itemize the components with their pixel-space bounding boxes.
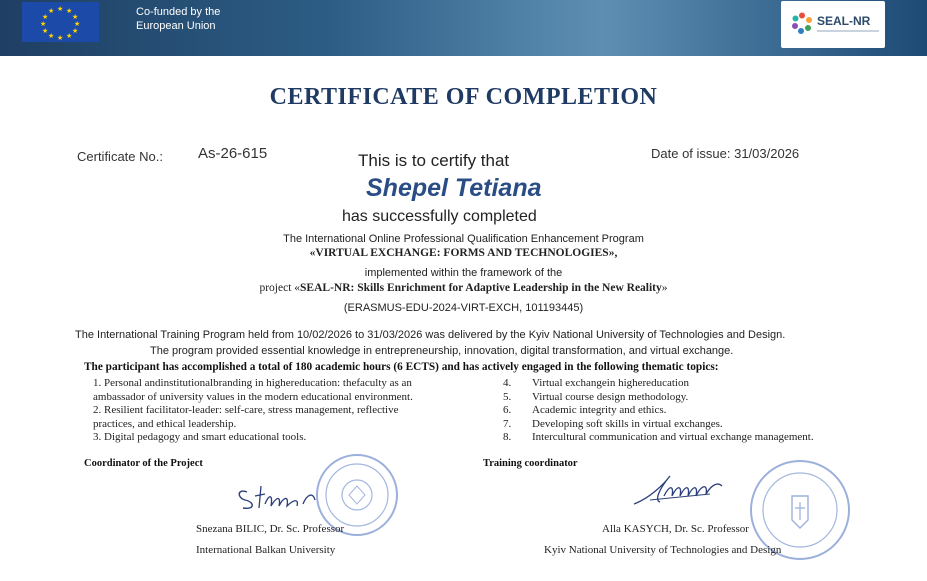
seal-nr-logo-icon: [791, 12, 813, 34]
topic-item: [503, 391, 814, 405]
topic-item: [503, 404, 814, 418]
seal-nr-logo: [781, 1, 885, 48]
topic-item: ambassador of university values in the modern educational environment.: [93, 390, 413, 403]
topic-item: [503, 418, 814, 432]
right-signature-role: Training coordinator: [483, 458, 578, 469]
completed-text: has successfully completed: [342, 208, 537, 225]
hours-line: The participant has accomplished a total of 180 academic hours (6 ECTS) and has actively engaged in the following thematic topics:: [84, 361, 719, 373]
certificate-number-label: Certificate No.:: [77, 149, 163, 164]
program-name-row: [0, 247, 927, 259]
certify-text: This is to certify that: [358, 151, 510, 170]
recipient-name: Shepel Tetiana: [366, 174, 542, 202]
topic-number: 7.: [503, 417, 512, 430]
topic-item: [503, 431, 814, 445]
topic-item: 3. Digital pedagogy and smart educational tools.: [93, 431, 307, 443]
certificate-number-value: As-26-615: [198, 145, 268, 162]
cofunded-line-1: Co-funded by the: [136, 6, 221, 18]
project-prefix: project «: [259, 282, 301, 294]
held-line: The International Training Program held from 10/02/2026 to 31/03/2026 was delivered by the Kyiv National University of Technologies and Design.: [75, 329, 786, 341]
seal-nr-tagline: [817, 30, 879, 32]
framework-line: implemented within the framework of the: [364, 267, 563, 279]
topics-left-list: [93, 377, 413, 445]
program-name: «VIRTUAL EXCHANGE: FORMS AND TECHNOLOGIES»: [309, 247, 615, 259]
topic-item: [503, 377, 814, 391]
cofunded-text: [136, 5, 220, 33]
topic-text: Intercultural communication and virtual exchange management.: [532, 431, 814, 443]
topics-right-list: [503, 377, 814, 445]
left-signature-role: Coordinator of the Project: [84, 458, 203, 469]
topic-item: 1. Personal andinstitutionalbranding in highereducation: thefaculty as an: [93, 377, 412, 389]
certificate-title: CERTIFICATE OF COMPLETION: [269, 84, 658, 110]
cofunded-line-2: European Union: [136, 20, 216, 32]
signature-left: [233, 474, 323, 514]
topic-text: Virtual exchangein highereducation: [532, 377, 689, 389]
program-line: The International Online Professional Qualification Enhancement Program: [283, 233, 644, 245]
left-signatory-organization: International Balkan University: [196, 544, 336, 556]
topic-number: 6.: [503, 404, 512, 416]
date-of-issue: Date of issue: 31/03/2026: [651, 146, 800, 161]
topic-item: 2. Resilient facilitator-leader: self-care, stress management, reflective: [93, 404, 399, 416]
header-banner: [0, 0, 927, 56]
right-signatory-name: Alla KASYCH, Dr. Sc. Professor: [602, 523, 749, 535]
project-line: [0, 282, 927, 294]
project-suffix: »: [661, 282, 668, 294]
topic-number: 8.: [503, 431, 512, 443]
eu-flag-icon: ★ ★ ★ ★ ★ ★ ★ ★ ★ ★ ★ ★: [22, 2, 99, 42]
topic-number: 5.: [503, 390, 512, 403]
program-name-suffix: ,: [614, 247, 618, 259]
knowledge-line: The program provided essential knowledge in entrepreneurship, innovation, digital transformation, and virtual exchange.: [150, 345, 734, 357]
topic-text: Academic integrity and ethics.: [532, 404, 667, 416]
topic-text: Virtual course design methodology.: [532, 390, 689, 403]
project-name: SEAL-NR: Skills Enrichment for Adaptive Leadership in the New Reality: [300, 282, 662, 294]
topic-number: 4.: [503, 377, 512, 389]
topic-item: practices, and ethical leadership.: [93, 417, 237, 430]
seal-nr-logo-text: SEAL-NR: [817, 14, 871, 28]
left-signatory-name: Snezana BILIC, Dr. Sc. Professor: [196, 523, 345, 535]
project-code: (ERASMUS-EDU-2024-VIRT-EXCH, 101193445): [343, 302, 584, 314]
right-signatory-organization: Kyiv National University of Technologies and Design: [544, 544, 782, 556]
topic-text: Developing soft skills in virtual exchanges.: [532, 417, 723, 430]
signature-right: [630, 470, 730, 510]
